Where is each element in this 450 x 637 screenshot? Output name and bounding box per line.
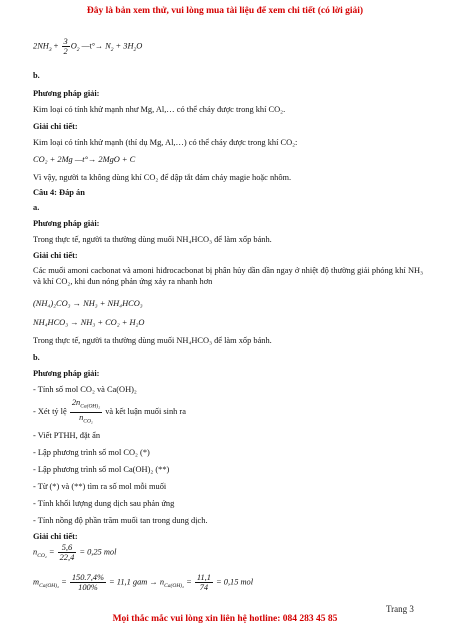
- method-text: Trong thực tế, người ta thường dùng muối NH₄HCO₃ để làm xốp bánh.: [33, 235, 272, 244]
- page-number: Trang 3: [386, 604, 414, 614]
- fraction: $\frac{11,1}{74}$: [196, 573, 211, 592]
- step-item-ratio: - Xét tỷ lệ $\frac{2n_{Ca(OH)_2}}{n_{CO_2}}$ và kết luận muối sinh ra: [33, 398, 186, 425]
- step-item: - Lập phương trình số mol Ca(OH)₂ (**): [33, 465, 170, 474]
- equation-mg-co2: CO₂ + 2Mg —t°→ 2MgO + C: [33, 155, 136, 164]
- method-text: Kim loại có tính khử mạnh như Mg, Al,… có thể cháy được trong khí CO₂.: [33, 105, 286, 114]
- preview-banner: Đây là bản xem thử, vui lòng mua tài liệu để xem chi tiết (có lời giải): [86, 6, 364, 16]
- step-item: - Tính khối lượng dung dịch sau phản ứng: [33, 499, 175, 508]
- calc-moles-co2: $n_{CO_2}$ = $\frac{5,6}{22,4}$ = 0,25 mol: [33, 543, 117, 562]
- step-item: - Từ (*) và (**) tìm ra số mol mỗi muối: [33, 482, 167, 491]
- part-b-label: b.: [33, 353, 40, 362]
- solution-paragraph: Các muối amoni cacbonat và amoni hiđrocacbonat bị phân hủy dần dần ngay ở nhiệt độ thường giải phóng khí NH₃ và khí CO₂, khi đun nóng phản ứng xảy ra nhanh hơn: [33, 266, 423, 286]
- equation-ammonium-bicarbonate: NH₄HCO₃ → NH₃ + CO₂ + H₂O: [33, 318, 145, 327]
- method-heading: Phương pháp giải:: [33, 89, 100, 98]
- equation-ammonia-combustion: $2NH_3$ + $\frac{3}{2}$ $O_2$ —t°→ $N_2 + 3H_2O$: [33, 37, 143, 56]
- solution-heading: Giải chi tiết:: [33, 122, 78, 131]
- step-item: - Tính nồng độ phần trăm muối tan trong dung dịch.: [33, 516, 208, 525]
- equation-ammonium-carbonate: (NH₄)₂CO₃ → NH₃ + NH₄HCO₃: [33, 299, 143, 308]
- step-item: - Lập phương trình số mol CO₂ (*): [33, 448, 150, 457]
- ratio-fraction: $\frac{2n_{Ca(OH)_2}}{n_{CO_2}}$: [71, 398, 101, 425]
- method-heading: Phương pháp giải:: [33, 219, 100, 228]
- fraction: $\frac{5,6}{22,4}$: [59, 543, 75, 562]
- fraction: $\frac{3}{2}$: [63, 37, 68, 56]
- hotline-banner: Mọi thắc mắc vui lòng xin liên hệ hotline: 084 283 45 85: [112, 614, 338, 624]
- solution-heading: Giải chi tiết:: [33, 532, 78, 541]
- calc-mass-caoh2: $m_{Ca(OH)_2}$ = $\frac{150.7,4\%}{100\%}$ = 11,1 gam → $n_{Ca(OH)_2}$ = $\frac{11,1}{74}$ = 0,15 mol: [33, 573, 254, 592]
- question-4-heading: Câu 4: Đáp án: [33, 188, 85, 197]
- step-item: - Viết PTHH, đặt ẩn: [33, 431, 101, 440]
- solution-text: Vì vậy, người ta không dùng khí CO₂ để dập tắt đám cháy magie hoặc nhôm.: [33, 173, 292, 182]
- fraction: $\frac{150.7,4\%}{100\%}$: [71, 573, 104, 592]
- part-b-label: b.: [33, 71, 40, 80]
- part-a-label: a.: [33, 203, 40, 212]
- solution-heading: Giải chi tiết:: [33, 251, 78, 260]
- step-item: - Tính số mol CO₂ và Ca(OH)₂: [33, 385, 137, 394]
- solution-text: Trong thực tế, người ta thường dùng muối NH₄HCO₃ để làm xốp bánh.: [33, 336, 272, 345]
- method-heading: Phương pháp giải:: [33, 369, 100, 378]
- solution-text: Kim loại có tính khử mạnh (thí dụ Mg, Al,…) có thể cháy được trong khí CO₂:: [33, 138, 298, 147]
